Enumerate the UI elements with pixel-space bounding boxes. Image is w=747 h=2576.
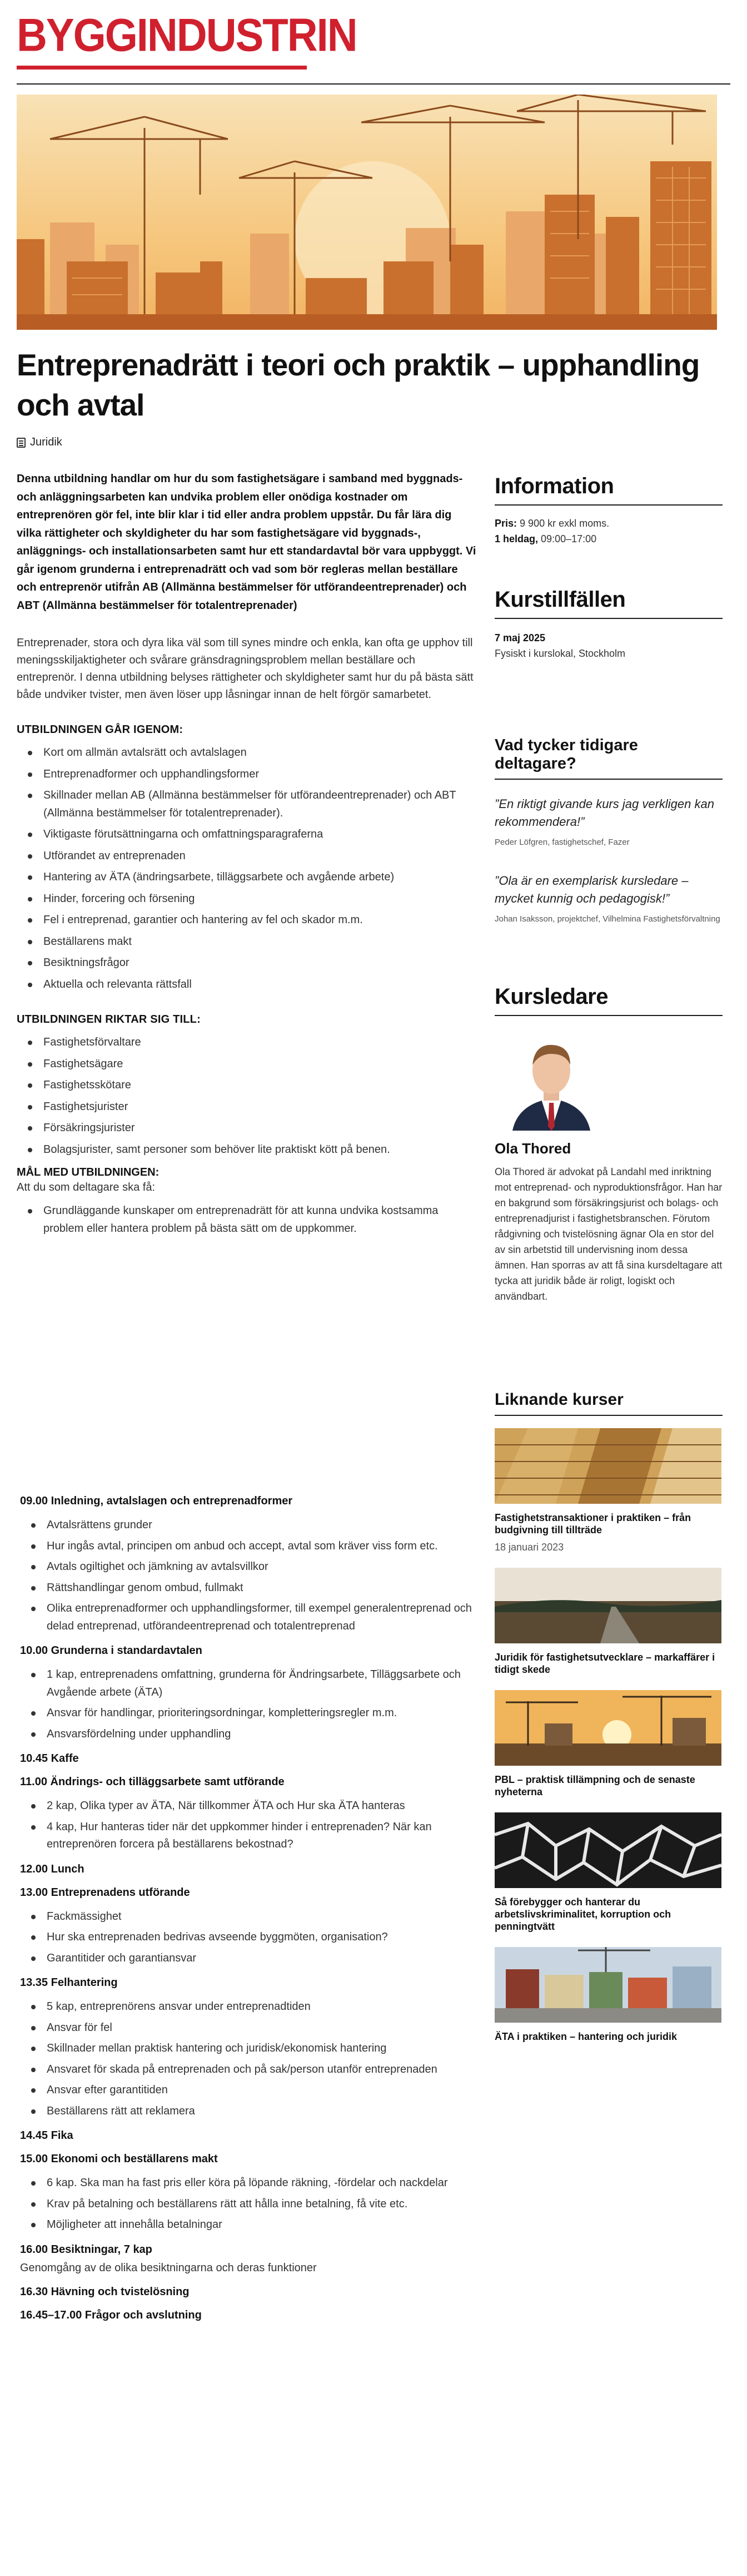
schedule-list xyxy=(20,1998,481,2120)
category-tag[interactable] xyxy=(17,436,62,449)
list-item: Beställarens makt xyxy=(26,933,478,951)
course-image[interactable] xyxy=(495,1428,721,1504)
testimonial xyxy=(495,795,723,849)
course-card[interactable] xyxy=(495,1947,723,2043)
audience-list xyxy=(17,1034,478,1158)
divider xyxy=(495,618,723,619)
list-item: Hur ska entreprenaden bedrivas avseende byggmöten, organisation? xyxy=(29,1929,481,1946)
duration-value: 09:00–17:00 xyxy=(541,533,597,544)
schedule-list xyxy=(20,1908,481,1968)
aim-heading: MÅL MED UTBILDNINGEN: xyxy=(17,1166,160,1178)
list-item: Avtals ogiltighet och jämkning av avtalsvillkor xyxy=(29,1558,481,1576)
hero-illustration xyxy=(17,95,717,330)
body-paragraph: Entreprenader, stora och dyra lika väl som till synes mindre och enkla, kan ofta ge upphov till meningsskiljaktigheter och svårare gränsdragningsproblem mellan beställare och entreprenör. I denna utbildning belyses rättigheter och skyldigheter samt hur du på bästa sätt både undviker tvister, men även löser upp låsningar innan de helt förgör samarbetet. xyxy=(17,637,474,701)
list-item: Ansvaret för skada på entreprenaden och på sak/person utanför entreprenaden xyxy=(29,2061,481,2079)
similar-heading: Liknande kurser xyxy=(495,1390,624,1409)
schedule-list xyxy=(20,1797,481,1854)
course-card[interactable] xyxy=(495,1690,723,1798)
testimonial xyxy=(495,872,723,925)
course-card[interactable] xyxy=(495,1568,723,1676)
schedule-heading: 16.00 Besiktningar, 7 kap xyxy=(20,2243,152,2256)
course-title[interactable]: Så förebygger och hanterar du arbetslivskriminalitet, korruption och penningtvätt xyxy=(495,1896,671,1932)
list-item: Möjligheter att innehålla betalningar xyxy=(29,2216,481,2234)
teacher-bio: Ola Thored är advokat på Landahl med inriktning mot entreprenad- och nyproduktionsfrågor. Han har en bakgrund som försäkringsjurist och bolags- och entreprenadjurist i fastighetsbranschen. Förutom rådgivning och tvistelösning ägnar Ola en stor del av sin arbetstid till undervisning inom dessa ämnen. Han sporras av att få sina kursdeltagare att tycka att juridik både är roligt, logiskt och användbart. xyxy=(495,1166,723,1302)
testimonial-quote: ”Ola är en exemplarisk kursledare – mycket kunnig och pedagogisk!” xyxy=(495,874,689,905)
course-title[interactable]: Fastighetstransaktioner i praktiken – från budgivning till tillträde xyxy=(495,1512,691,1535)
list-item: 1 kap, entreprenadens omfattning, grunderna för Ändringsarbete, Tilläggsarbete och Avgående arbete (ÄTA) xyxy=(29,1666,481,1701)
list-item: 4 kap, Hur hanteras tider när det uppkommer hinder i entreprenaden? När kan entreprenören forcera på beställarens bekostnad? xyxy=(29,1819,481,1854)
teacher-panel xyxy=(495,984,723,1304)
course-card[interactable] xyxy=(495,1812,723,1933)
schedule-note: Genomgång av de olika besiktningarna och deras funktioner xyxy=(20,2261,317,2274)
schedule-heading: 10.45 Kaffe xyxy=(20,1752,79,1765)
list-item: Hantering av ÄTA (ändringsarbete, tilläggsarbete och avgående arbete) xyxy=(26,869,478,886)
covers-heading: UTBILDNINGEN GÅR IGENOM: xyxy=(17,724,183,736)
schedule-heading: 14.45 Fika xyxy=(20,2129,73,2142)
schedule-heading: 16.30 Hävning och tvistelösning xyxy=(20,2285,190,2298)
testimonial-author: Peder Löfgren, fastighetschef, Fazer xyxy=(495,838,630,847)
schedule-block xyxy=(20,1493,481,1635)
list-item: Fastighetsägare xyxy=(26,1056,478,1073)
list-item: Hinder, forcering och försening xyxy=(26,890,478,908)
schedule-block xyxy=(20,2284,481,2300)
schedule-block xyxy=(20,2151,481,2234)
aim-intro: Att du som deltagare ska få: xyxy=(17,1181,156,1193)
list-item: 6 kap. Ska man ha fast pris eller köra på löpande räkning, -fördelar och nackdelar xyxy=(29,2174,481,2192)
list-item: Fel i entreprenad, garantier och hantering av fel och skador m.m. xyxy=(26,911,478,929)
course-card[interactable] xyxy=(495,1428,723,1553)
teacher-heading: Kursledare xyxy=(495,984,608,1009)
schedule-heading: 13.35 Felhantering xyxy=(20,1976,118,1989)
divider xyxy=(495,1015,723,1016)
schedule-block xyxy=(20,1751,481,1766)
list-item: Beställarens rätt att reklamera xyxy=(29,2103,481,2121)
schedule-heading: 12.00 Lunch xyxy=(20,1862,84,1875)
logo-underline xyxy=(17,66,307,70)
list-item: Rättshandlingar genom ombud, fullmakt xyxy=(29,1579,481,1597)
list-item: Kort om allmän avtalsrätt och avtalslagen xyxy=(26,744,478,762)
course-image[interactable] xyxy=(495,1947,721,2023)
price-label: Pris: xyxy=(495,518,517,529)
list-item: Garantitider och garantiansvar xyxy=(29,1950,481,1968)
schedule-block xyxy=(20,1774,481,1854)
occasions-heading: Kurstillfällen xyxy=(495,587,626,612)
list-item: Skillnader mellan AB (Allmänna bestämmelser för utförandeentreprenader) och ABT (Allmänna bestämmelser för totalentreprenader). xyxy=(26,787,478,822)
testimonials-panel xyxy=(495,736,723,925)
covers-list xyxy=(17,744,478,993)
list-item: Fackmässighet xyxy=(29,1908,481,1926)
duration-label: 1 heldag, xyxy=(495,533,539,544)
list-item: Besiktningsfrågor xyxy=(26,954,478,972)
list-item: Utförandet av entreprenaden xyxy=(26,848,478,865)
schedule-block xyxy=(20,1975,481,2120)
schedule-heading: 16.45–17.00 Frågor och avslutning xyxy=(20,2309,202,2321)
schedule-block xyxy=(20,2128,481,2143)
info-panel xyxy=(495,474,723,547)
list-item: 2 kap, Olika typer av ÄTA, När tillkommer ÄTA och Hur ska ÄTA hanteras xyxy=(29,1797,481,1815)
schedule-block xyxy=(20,2307,481,2323)
course-date: 18 januari 2023 xyxy=(495,1542,564,1553)
list-item: Fastighetsjurister xyxy=(26,1098,478,1116)
list-item: Bolagsjurister, samt personer som behöver lite praktiskt kött på benen. xyxy=(26,1141,478,1159)
schedule xyxy=(20,1493,481,2331)
duration-row xyxy=(495,531,723,547)
list-item: 5 kap, entreprenörens ansvar under entreprenadtiden xyxy=(29,1998,481,2016)
aim-list xyxy=(17,1202,478,1237)
occasions-panel xyxy=(495,587,723,661)
schedule-list xyxy=(20,2174,481,2234)
schedule-heading: 15.00 Ekonomi och beställarens makt xyxy=(20,2153,218,2165)
divider xyxy=(495,1415,723,1416)
list-item: Fastighetsförvaltare xyxy=(26,1034,478,1052)
list-item: Ansvar för handlingar, prioriteringsordningar, kompletteringsregler m.m. xyxy=(29,1705,481,1722)
teacher-name: Ola Thored xyxy=(495,1140,571,1157)
schedule-block xyxy=(20,2242,481,2276)
article-body xyxy=(17,470,478,1241)
divider xyxy=(495,504,723,506)
course-title[interactable]: PBL – praktisk tillämpning och de senaste nyheterna xyxy=(495,1774,695,1797)
schedule-block xyxy=(20,1885,481,1968)
list-item: Viktigaste förutsättningarna och omfattningsparagraferna xyxy=(26,826,478,844)
lead-paragraph: Denna utbildning handlar om hur du som fastighetsägare i samband med byggnads- och anläggningsarbeten kan undvika problem eller onödiga kostnader om entreprenören gör fel, inte blir klar i tid eller andra problem uppstår. Du får lära dig vilka rättigheter och skyldigheter du har som fastighetsägare vid byggnads-, anläggnings- och installationsarbeten samt hur ett standardavtal bör vara uppbyggt. Vi går igenom grunderna i entreprenadrätt och vad som bör regleras mellan beställare och entreprenör utifrån AB (Allmänna bestämmelser för utförandeentreprenader) och ABT (Allmänna bestämmelser för totalentreprenader) xyxy=(17,473,476,612)
page-title: Entreprenadrätt i teori och praktik – upphandling och avtal xyxy=(17,348,700,422)
list-item: Försäkringsjurister xyxy=(26,1119,478,1137)
list-item: Ansvar för fel xyxy=(29,2019,481,2037)
header-divider xyxy=(17,83,730,85)
list-item: Ansvar efter garantitiden xyxy=(29,2082,481,2099)
testimonial-author: Johan Isaksson, projektchef, Vilhelmina Fastighetsförvaltning xyxy=(495,914,720,924)
schedule-heading: 09.00 Inledning, avtalslagen och entreprenadformer xyxy=(20,1495,293,1507)
list-item: Ansvarsfördelning under upphandling xyxy=(29,1726,481,1743)
course-title[interactable]: ÄTA i praktiken – hantering och juridik xyxy=(495,2031,678,2042)
course-image[interactable] xyxy=(495,1690,721,1766)
category-label: Juridik xyxy=(30,436,62,448)
course-image[interactable] xyxy=(495,1568,721,1643)
occasion-date[interactable]: 7 maj 2025 xyxy=(495,632,546,643)
list-item: Fastighetsskötare xyxy=(26,1077,478,1094)
list-item: Aktuella och relevanta rättsfall xyxy=(26,976,478,994)
testimonial-quote: ”En riktigt givande kurs jag verkligen kan rekommendera!” xyxy=(495,797,714,829)
schedule-list xyxy=(20,1666,481,1743)
schedule-list xyxy=(20,1517,481,1635)
schedule-heading: 13.00 Entreprenadens utförande xyxy=(20,1886,190,1899)
price-row xyxy=(495,516,723,531)
list-item: Olika entreprenadformer och upphandlingsformer, till exempel generalentreprenad och delad entreprenad, utförandeentreprenad och totalentreprenad xyxy=(29,1600,481,1635)
list-item: Avtalsrättens grunder xyxy=(29,1517,481,1534)
audience-heading: UTBILDNINGEN RIKTAR SIG TILL: xyxy=(17,1013,201,1026)
schedule-heading: 11.00 Ändrings- och tilläggsarbete samt utförande xyxy=(20,1776,285,1788)
course-title[interactable]: Juridik för fastighetsutvecklare – markaffärer i tidigt skede xyxy=(495,1652,715,1675)
similar-courses xyxy=(495,1390,723,2043)
testimonials-heading: Vad tycker tidigare deltagare? xyxy=(495,736,638,772)
price-value: 9 900 kr exkl moms. xyxy=(520,518,610,529)
schedule-heading: 10.00 Grunderna i standardavtalen xyxy=(20,1644,202,1657)
list-item: Hur ingås avtal, principen om anbud och accept, avtal som kräver viss form etc. xyxy=(29,1538,481,1555)
info-heading: Information xyxy=(495,474,614,498)
schedule-block xyxy=(20,1643,481,1743)
list-item: Entreprenadformer och upphandlingsformer xyxy=(26,766,478,784)
schedule-block xyxy=(20,1861,481,1877)
list-item: Grundläggande kunskaper om entreprenadrätt för att kunna undvika kostsamma problem eller hantera problem på bästa sätt om de uppkommer. xyxy=(26,1202,478,1237)
avatar xyxy=(507,1031,723,1133)
divider xyxy=(495,779,723,780)
list-item: Krav på betalning och beställarens rätt att hålla inne betalning, få vite etc. xyxy=(29,2196,481,2213)
list-item: Skillnader mellan praktisk hantering och juridisk/ekonomisk hantering xyxy=(29,2040,481,2058)
site-logo[interactable]: BYGGINDUSTRIN xyxy=(17,9,357,61)
course-image[interactable] xyxy=(495,1812,721,1888)
occasion-place: Fysiskt i kurslokal, Stockholm xyxy=(495,648,626,659)
folder-icon xyxy=(17,438,26,448)
